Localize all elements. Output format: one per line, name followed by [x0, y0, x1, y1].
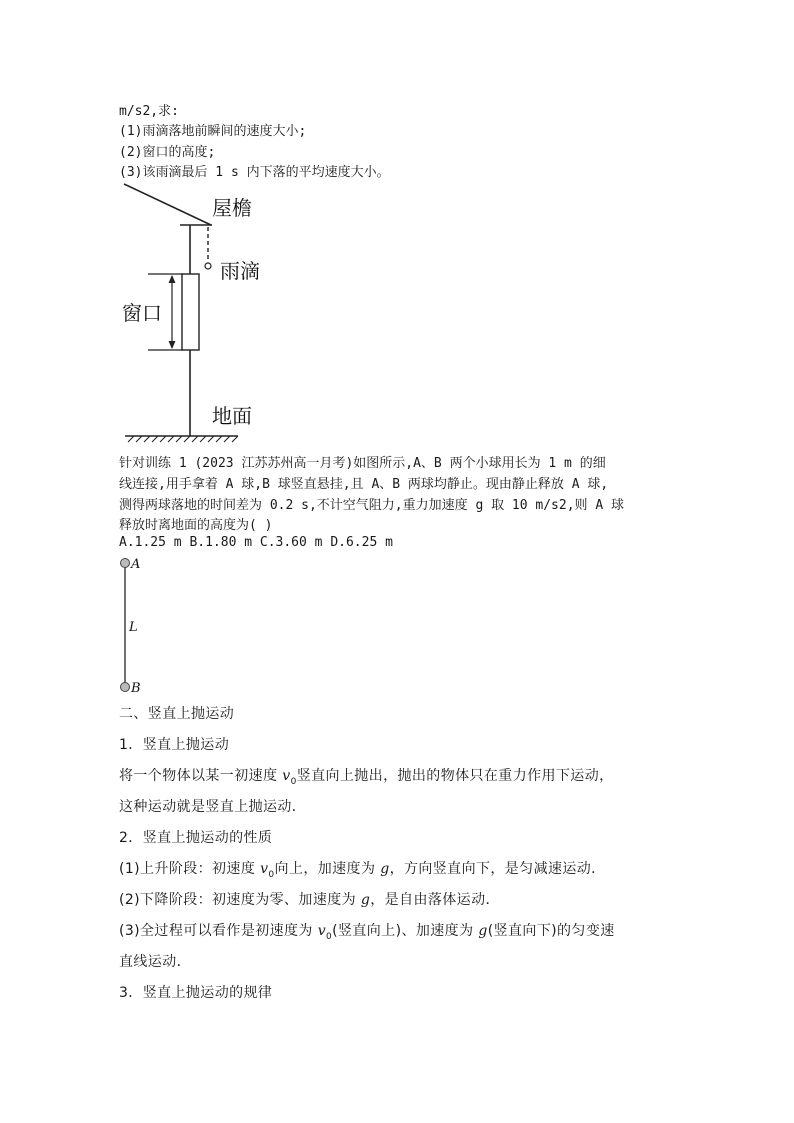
question-2: (2)窗口的高度;: [119, 145, 216, 160]
question-3: (3)该雨滴最后 1 s 内下落的平均速度大小。: [119, 165, 390, 180]
window-label: 窗口: [122, 301, 162, 325]
subsection-2-item-3-cont: 直线运动．: [119, 954, 191, 970]
practice-line-2: 线连接,用手拿着 A 球,B 球竖直悬挂,且 A、B 两球均静止。现由静止释放 A 球,: [119, 477, 609, 492]
raindrop-label: 雨滴: [220, 259, 260, 283]
subsection-2-item-2: (2)下降阶段：初速度为零、加速度为 g，是自由落体运动．: [119, 892, 500, 908]
question-1: (1)雨滴落地前瞬间的速度大小;: [119, 124, 307, 139]
roof-eave-line: [124, 184, 211, 225]
ball-b-label: B: [131, 681, 141, 696]
ground-hatch: [128, 436, 238, 442]
subsection-1-title: 1．竖直上抛运动: [119, 737, 230, 753]
arrow-down-head: [169, 341, 176, 349]
ground-label: 地面: [212, 404, 252, 428]
answer-options: A.1.25 m B.1.80 m C.3.60 m D.6.25 m: [119, 535, 393, 550]
subsection-2-item-3: (3)全过程可以看作是初速度为 $v_0$(竖直向上)、加速度为 g(竖直向下)的匀变速: [119, 923, 615, 942]
practice-line-1: 针对训练 1 (2023 江苏苏州高一月考)如图所示,A、B 两个小球用长为 1 m 的细: [119, 456, 606, 471]
ball-a: [121, 559, 130, 568]
window-rect: [182, 274, 199, 350]
problem-line-0: m/s2,求:: [119, 104, 179, 119]
arrow-up-head: [169, 275, 176, 283]
subsection-2-title: 2．竖直上抛运动的性质: [119, 830, 273, 846]
raindrop-circle: [205, 263, 211, 269]
subsection-3-title: 3．竖直上抛运动的规律: [119, 985, 273, 1001]
section-heading: 二、竖直上抛运动: [119, 706, 235, 722]
practice-line-4: 释放时离地面的高度为( ): [119, 518, 273, 533]
practice-line-3: 测得两球落地的时间差为 0.2 s,不计空气阻力,重力加速度 g 取 10 m/s2,则 A 球: [119, 498, 625, 513]
subsection-2-item-1: (1)上升阶段：初速度 $v_0$向上，加速度为 g，方向竖直向下，是匀减速运动．: [119, 861, 606, 880]
subsection-1-para-1: 将一个物体以某一初速度 $v_0$竖直向上抛出，抛出的物体只在重力作用下运动，: [119, 768, 614, 787]
subsection-1-para-2: 这种运动就是竖直上抛运动．: [119, 799, 307, 815]
ball-a-label: A: [131, 557, 141, 572]
length-label: L: [129, 620, 138, 635]
ball-b: [121, 683, 130, 692]
eaves-label: 屋檐: [212, 196, 252, 220]
